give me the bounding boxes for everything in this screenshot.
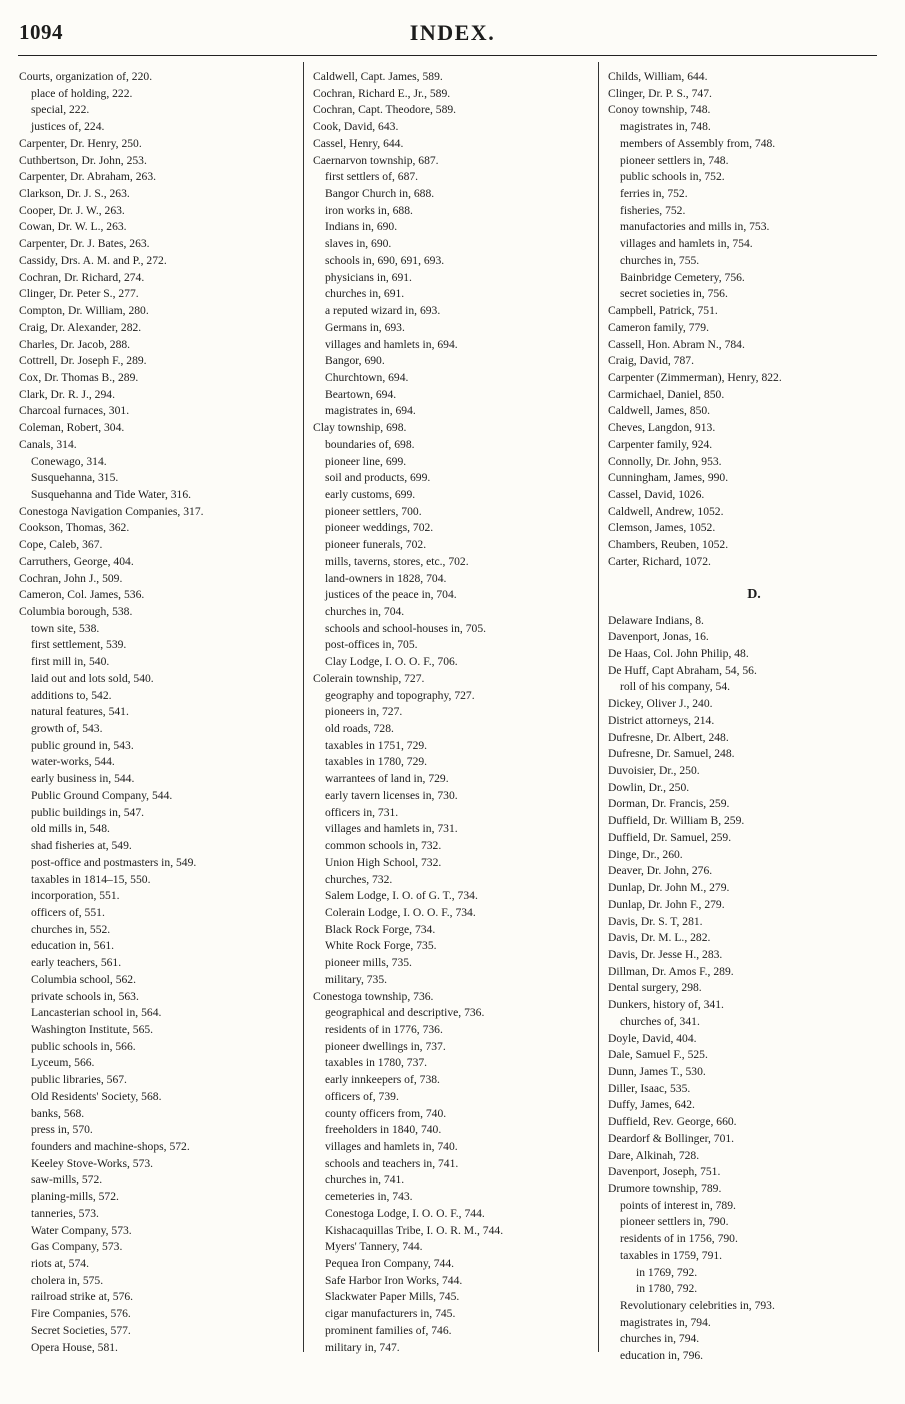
- index-subentry: natural features, 541.: [31, 705, 129, 719]
- index-subentry: old roads, 728.: [325, 722, 394, 736]
- index-subentry: physicians in, 691.: [325, 270, 412, 284]
- index-entry: Cassidy, Drs. A. M. and P., 272.: [19, 253, 167, 267]
- index-subentry: members of Assembly from, 748.: [620, 136, 776, 150]
- index-entry: Carpenter (Zimmerman), Henry, 822.: [608, 370, 782, 384]
- index-subentry: Churchtown, 694.: [325, 370, 409, 384]
- index-subentry: taxables in 1751, 729.: [325, 738, 428, 752]
- page-number: 1094: [19, 20, 63, 44]
- index-entry: Cox, Dr. Thomas B., 289.: [19, 370, 139, 384]
- index-subentry: ferries in, 752.: [620, 187, 688, 201]
- index-subentry: prominent families of, 746.: [325, 1323, 452, 1337]
- index-subentry: banks, 568.: [31, 1106, 85, 1120]
- index-entry: Dunn, James T., 530.: [608, 1064, 706, 1078]
- index-subentry: tanneries, 573.: [31, 1206, 99, 1220]
- index-d-entries: [608, 613, 890, 1365]
- index-subentry: churches of, 341.: [620, 1014, 700, 1028]
- index-entry: Childs, William, 644.: [608, 70, 708, 83]
- index-subentry: shad fisheries at, 549.: [31, 839, 132, 853]
- index-subentry: public schools in, 752.: [620, 170, 725, 184]
- index-subentry: cemeteries in, 743.: [325, 1190, 413, 1204]
- index-subentry: Lyceum, 566.: [31, 1056, 95, 1070]
- index-subentry: education in, 561.: [31, 939, 115, 953]
- index-subentry: land-owners in 1828, 704.: [325, 571, 447, 585]
- index-subentry: cholera in, 575.: [31, 1273, 104, 1287]
- index-entry: Deardorf & Bollinger, 701.: [608, 1131, 735, 1145]
- index-subentry: schools and teachers in, 741.: [325, 1156, 459, 1170]
- index-subentry: post-office and postmasters in, 549.: [31, 855, 197, 869]
- index-subentry: residents of in 1756, 790.: [620, 1232, 738, 1246]
- index-subentry: Secret Societies, 577.: [31, 1323, 131, 1337]
- index-subentry: Old Residents' Society, 568.: [31, 1089, 162, 1103]
- index-subentry: public libraries, 567.: [31, 1073, 127, 1087]
- index-subentry: Union High School, 732.: [325, 855, 442, 869]
- index-entry: Clinger, Dr. P. S., 747.: [608, 86, 712, 100]
- index-entry: Cope, Caleb, 367.: [19, 538, 103, 552]
- index-subentry: cigar manufacturers in, 745.: [325, 1307, 456, 1321]
- index-subentry: riots at, 574.: [31, 1257, 89, 1271]
- index-entry: Dale, Samuel F., 525.: [608, 1048, 708, 1062]
- index-entry: Duffield, Dr. William B, 259.: [608, 814, 745, 828]
- index-entry: Carpenter, Dr. J. Bates, 263.: [19, 237, 150, 251]
- index-subentry: Colerain Lodge, I. O. O. F., 734.: [325, 905, 476, 919]
- index-subentry: churches in, 741.: [325, 1173, 405, 1187]
- index-subentry: churches in, 691.: [325, 287, 405, 301]
- index-subentry: pioneer settlers in, 748.: [620, 153, 729, 167]
- index-subentry: villages and hamlets in, 731.: [325, 822, 458, 836]
- index-entry: Cochran, Dr. Richard, 274.: [19, 270, 145, 284]
- index-subentry: villages and hamlets in, 740.: [325, 1140, 458, 1153]
- index-entry: De Haas, Col. John Philip, 48.: [608, 647, 749, 660]
- index-entry: Carter, Richard, 1072.: [608, 554, 711, 568]
- index-subentry: incorporation, 551.: [31, 889, 120, 903]
- index-subentry: Columbia school, 562.: [31, 972, 136, 986]
- index-subentry: Kishacaquillas Tribe, I. O. R. M., 744.: [325, 1223, 504, 1237]
- index-subentry: military in, 747.: [325, 1340, 400, 1354]
- index-entry: Dowlin, Dr., 250.: [608, 780, 690, 794]
- index-entry: Caldwell, James, 850.: [608, 404, 711, 418]
- page-header: [0, 0, 905, 56]
- index-subentry: early tavern licenses in, 730.: [325, 788, 458, 802]
- index-subentry: Opera House, 581.: [31, 1340, 118, 1354]
- index-entry: Diller, Isaac, 535.: [608, 1081, 691, 1095]
- index-subentry: justices of the peace in, 704.: [325, 588, 457, 602]
- index-entry: Carpenter, Dr. Abraham, 263.: [19, 170, 157, 184]
- index-entry: Campbell, Patrick, 751.: [608, 304, 718, 318]
- index-subentry: public schools in, 566.: [31, 1039, 136, 1053]
- index-subentry: officers of, 551.: [31, 905, 105, 919]
- index-subentry: geographical and descriptive, 736.: [325, 1006, 485, 1020]
- index-subentry: early teachers, 561.: [31, 956, 122, 970]
- index-entry: Columbia borough, 538.: [19, 605, 133, 618]
- index-subentry: boundaries of, 698.: [325, 437, 415, 451]
- index-subentry: private schools in, 563.: [31, 989, 139, 1003]
- index-subentry: early customs, 699.: [325, 487, 416, 501]
- index-entry: De Huff, Capt Abraham, 54, 56.: [608, 663, 757, 677]
- index-entry: Craig, Dr. Alexander, 282.: [19, 320, 142, 334]
- index-subentry: military, 735.: [325, 972, 388, 986]
- index-subentry: residents of in 1776, 736.: [325, 1022, 443, 1036]
- index-entry: Cochran, Capt. Theodore, 589.: [313, 103, 457, 117]
- index-entry: Davis, Dr. Jesse H., 283.: [608, 947, 723, 961]
- index-subentry: in 1769, 792.: [636, 1265, 698, 1279]
- index-subentry: Beartown, 694.: [325, 387, 397, 401]
- index-entry: Dental surgery, 298.: [608, 981, 702, 995]
- column-divider-left: [303, 62, 304, 1352]
- index-entry: Davis, Dr. S. T, 281.: [608, 914, 703, 928]
- index-entry: Conestoga township, 736.: [313, 989, 434, 1003]
- index-subentry: pioneers in, 727.: [325, 705, 403, 719]
- index-entry: Caernarvon township, 687.: [313, 153, 439, 167]
- index-subentry: Public Ground Company, 544.: [31, 788, 173, 802]
- header-rule: [18, 55, 877, 56]
- index-subentry: planing-mills, 572.: [31, 1190, 119, 1204]
- index-subentry: post-offices in, 705.: [325, 638, 418, 652]
- index-subentry: Conestoga Lodge, I. O. O. F., 744.: [325, 1206, 485, 1220]
- index-subentry: early business in, 544.: [31, 772, 135, 786]
- index-entry: Cooper, Dr. J. W., 263.: [19, 203, 125, 217]
- index-subentry: pioneer dwellings in, 737.: [325, 1039, 446, 1053]
- index-subentry: villages and hamlets in, 694.: [325, 337, 458, 351]
- index-entry: Duffy, James, 642.: [608, 1098, 695, 1112]
- index-entry: Cassel, Henry, 644.: [313, 136, 404, 150]
- index-entry: Clemson, James, 1052.: [608, 521, 716, 535]
- index-entry: Cochran, Richard E., Jr., 589.: [313, 86, 451, 100]
- index-entry: Cochran, John J., 509.: [19, 571, 123, 585]
- index-subentry: first mill in, 540.: [31, 655, 110, 669]
- index-subentry: water-works, 544.: [31, 755, 115, 769]
- index-subentry: old mills in, 548.: [31, 822, 110, 836]
- index-subentry: education in, 796.: [620, 1349, 704, 1363]
- page-title: INDEX.: [409, 20, 496, 45]
- index-entry: Davis, Dr. M. L., 282.: [608, 931, 711, 945]
- index-subentry: Slackwater Paper Mills, 745.: [325, 1290, 460, 1304]
- index-entry: Cook, David, 643.: [313, 120, 399, 134]
- index-subentry: officers in, 731.: [325, 805, 399, 819]
- index-entry: Dunlap, Dr. John F., 279.: [608, 897, 725, 911]
- index-subentry: villages and hamlets in, 754.: [620, 237, 753, 251]
- index-subentry: manufactories and mills in, 753.: [620, 220, 770, 234]
- index-entry: Duffield, Rev. George, 660.: [608, 1115, 737, 1129]
- index-subentry: Gas Company, 573.: [31, 1240, 123, 1254]
- index-entry: Dufresne, Dr. Samuel, 248.: [608, 747, 735, 761]
- index-subentry: Germans in, 693.: [325, 320, 405, 334]
- index-entry: Conestoga Navigation Companies, 317.: [19, 504, 204, 518]
- index-subentry: county officers from, 740.: [325, 1106, 447, 1120]
- index-subentry: Black Rock Forge, 734.: [325, 922, 436, 936]
- index-entry: Dickey, Oliver J., 240.: [608, 697, 713, 711]
- index-entry: Delaware Indians, 8.: [608, 613, 704, 627]
- index-entry: Charcoal furnaces, 301.: [19, 404, 130, 418]
- index-entry: Carpenter, Dr. Henry, 250.: [19, 136, 142, 150]
- index-subentry: pioneer mills, 735.: [325, 956, 412, 970]
- index-subentry: taxables in 1780, 737.: [325, 1056, 428, 1070]
- index-subentry: Revolutionary celebrities in, 793.: [620, 1299, 775, 1313]
- index-subentry: Keeley Stove-Works, 573.: [31, 1156, 154, 1170]
- index-subentry: Clay Lodge, I. O. O. F., 706.: [325, 655, 458, 669]
- index-subentry: secret societies in, 756.: [620, 287, 728, 301]
- index-subentry: White Rock Forge, 735.: [325, 939, 437, 953]
- index-subentry: laid out and lots sold, 540.: [31, 671, 154, 685]
- index-subentry: in 1780, 792.: [636, 1282, 698, 1296]
- index-subentry: pioneer line, 699.: [325, 454, 407, 468]
- index-subentry: first settlement, 539.: [31, 638, 127, 652]
- index-subentry: first settlers of, 687.: [325, 170, 419, 184]
- section-letter-d: D.: [747, 586, 761, 602]
- index-subentry: town site, 538.: [31, 621, 100, 635]
- index-column-2: [313, 69, 595, 1356]
- index-entry: Doyle, David, 404.: [608, 1031, 697, 1045]
- index-entry: Cuthbertson, Dr. John, 253.: [19, 153, 147, 167]
- index-entry: Davenport, Joseph, 751.: [608, 1165, 721, 1179]
- index-subentry: Pequea Iron Company, 744.: [325, 1257, 455, 1271]
- index-subentry: Salem Lodge, I. O. of G. T., 734.: [325, 889, 478, 903]
- index-subentry: schools in, 690, 691, 693.: [325, 253, 445, 267]
- index-entry: Dunkers, history of, 341.: [608, 998, 724, 1012]
- index-subentry: officers of, 739.: [325, 1089, 399, 1103]
- index-entry: Cameron family, 779.: [608, 320, 709, 334]
- index-subentry: mills, taverns, stores, etc., 702.: [325, 554, 469, 568]
- index-entry: Carpenter family, 924.: [608, 437, 713, 451]
- index-subentry: Bangor, 690.: [325, 354, 385, 368]
- index-entry: Clark, Dr. R. J., 294.: [19, 387, 115, 401]
- index-column-1: [19, 69, 301, 1356]
- index-entry: Cowan, Dr. W. L., 263.: [19, 220, 127, 234]
- index-subentry: taxables in 1780, 729.: [325, 755, 428, 769]
- index-subentry: Susquehanna, 315.: [31, 471, 119, 485]
- index-subentry: Bangor Church in, 688.: [325, 187, 435, 201]
- index-entry: Dorman, Dr. Francis, 259.: [608, 797, 730, 811]
- index-subentry: railroad strike at, 576.: [31, 1290, 134, 1304]
- index-subentry: Susquehanna and Tide Water, 316.: [31, 487, 192, 501]
- index-entry: Conoy township, 748.: [608, 103, 711, 117]
- column-divider-right: [598, 62, 599, 1352]
- index-subentry: taxables in 1759, 791.: [620, 1248, 723, 1262]
- index-subentry: pioneer funerals, 702.: [325, 538, 427, 552]
- index-entry: Clinger, Dr. Peter S., 277.: [19, 287, 139, 301]
- index-entry: Craig, David, 787.: [608, 354, 694, 368]
- index-entry: Dufresne, Dr. Albert, 248.: [608, 730, 729, 744]
- index-subentry: Fire Companies, 576.: [31, 1307, 131, 1321]
- index-subentry: fisheries, 752.: [620, 203, 686, 217]
- index-subentry: pioneer settlers, 700.: [325, 504, 422, 518]
- index-subentry: Safe Harbor Iron Works, 744.: [325, 1273, 463, 1287]
- index-entry: Colerain township, 727.: [313, 671, 425, 685]
- index-subentry: public buildings in, 547.: [31, 805, 145, 819]
- index-entry: Coleman, Robert, 304.: [19, 421, 125, 435]
- index-subentry: pioneer weddings, 702.: [325, 521, 434, 535]
- index-entry: Connolly, Dr. John, 953.: [608, 454, 722, 468]
- index-subentry: taxables in 1814–15, 550.: [31, 872, 151, 886]
- index-subentry: warrantees of land in, 729.: [325, 772, 449, 786]
- index-entry: Davenport, Jonas, 16.: [608, 630, 709, 644]
- index-entry: Cookson, Thomas, 362.: [19, 521, 130, 535]
- index-entry: Clarkson, Dr. J. S., 263.: [19, 187, 130, 201]
- index-subentry: soil and products, 699.: [325, 471, 431, 485]
- index-subentry: iron works in, 688.: [325, 203, 413, 217]
- index-subentry: place of holding, 222.: [31, 86, 133, 100]
- index-entry: Chambers, Reuben, 1052.: [608, 538, 729, 552]
- index-subentry: founders and machine-shops, 572.: [31, 1140, 190, 1153]
- index-subentry: slaves in, 690.: [325, 237, 392, 251]
- index-column-3: [608, 69, 890, 1365]
- index-subentry: public ground in, 543.: [31, 738, 134, 752]
- index-entry: Dinge, Dr., 260.: [608, 847, 683, 861]
- index-subentry: Lancasterian school in, 564.: [31, 1006, 162, 1020]
- index-subentry: churches in, 552.: [31, 922, 111, 936]
- index-subentry: points of interest in, 789.: [620, 1198, 736, 1212]
- index-subentry: justices of, 224.: [31, 120, 105, 134]
- index-entry: Dillman, Dr. Amos F., 289.: [608, 964, 734, 978]
- index-subentry: churches in, 755.: [620, 253, 700, 267]
- index-c-entries: [608, 69, 890, 571]
- index-subentry: Conewago, 314.: [31, 454, 107, 468]
- index-entry: Courts, organization of, 220.: [19, 70, 153, 83]
- index-subentry: magistrates in, 694.: [325, 404, 416, 418]
- index-entry: Drumore township, 789.: [608, 1182, 722, 1195]
- index-entry: Carmichael, Daniel, 850.: [608, 387, 725, 401]
- index-subentry: Bainbridge Cemetery, 756.: [620, 270, 745, 284]
- index-subentry: Water Company, 573.: [31, 1223, 132, 1237]
- index-subentry: common schools in, 732.: [325, 839, 442, 853]
- index-entry: Carruthers, George, 404.: [19, 554, 134, 568]
- index-entry: Dare, Alkinah, 728.: [608, 1148, 700, 1162]
- index-subentry: freeholders in 1840, 740.: [325, 1123, 442, 1137]
- index-subentry: growth of, 543.: [31, 722, 103, 736]
- index-subentry: churches, 732.: [325, 872, 393, 886]
- index-entry: Duvoisier, Dr., 250.: [608, 764, 700, 778]
- index-subentry: saw-mills, 572.: [31, 1173, 103, 1187]
- index-subentry: schools and school-houses in, 705.: [325, 621, 487, 635]
- index-subentry: early innkeepers of, 738.: [325, 1073, 440, 1087]
- index-entry: Cassell, Hon. Abram N., 784.: [608, 337, 745, 351]
- index-entry: Clay township, 698.: [313, 421, 407, 435]
- index-subentry: magistrates in, 748.: [620, 120, 711, 134]
- index-entry: Duffield, Dr. Samuel, 259.: [608, 830, 732, 844]
- index-entry: District attorneys, 214.: [608, 713, 715, 727]
- index-subentry: magistrates in, 794.: [620, 1315, 711, 1329]
- index-subentry: churches in, 794.: [620, 1332, 700, 1346]
- index-entry: Canals, 314.: [19, 437, 77, 451]
- index-subentry: churches in, 704.: [325, 605, 405, 618]
- index-subentry: press in, 570.: [31, 1123, 93, 1137]
- index-entry: Deaver, Dr. John, 276.: [608, 864, 713, 878]
- index-subentry: geography and topography, 727.: [325, 688, 475, 702]
- index-entry: Cheves, Langdon, 913.: [608, 421, 716, 435]
- index-entry: Dunlap, Dr. John M., 279.: [608, 881, 730, 895]
- index-entry: Cunningham, James, 990.: [608, 471, 729, 485]
- index-subentry: additions to, 542.: [31, 688, 112, 702]
- index-subentry: a reputed wizard in, 693.: [325, 304, 441, 318]
- index-entry: Caldwell, Capt. James, 589.: [313, 70, 443, 83]
- index-entry: Charles, Dr. Jacob, 288.: [19, 337, 131, 351]
- index-subentry: Indians in, 690.: [325, 220, 398, 234]
- index-subentry: Myers' Tannery, 744.: [325, 1240, 423, 1254]
- index-entry: Cameron, Col. James, 536.: [19, 588, 145, 602]
- index-entry: Cassel, David, 1026.: [608, 487, 705, 501]
- index-entry: Caldwell, Andrew, 1052.: [608, 504, 724, 518]
- index-subentry: roll of his company, 54.: [620, 680, 731, 694]
- index-entry: Compton, Dr. William, 280.: [19, 304, 149, 318]
- index-subentry: pioneer settlers in, 790.: [620, 1215, 729, 1229]
- index-subentry: Washington Institute, 565.: [31, 1022, 154, 1036]
- index-entry: Cottrell, Dr. Joseph F., 289.: [19, 354, 147, 368]
- index-subentry: special, 222.: [31, 103, 90, 117]
